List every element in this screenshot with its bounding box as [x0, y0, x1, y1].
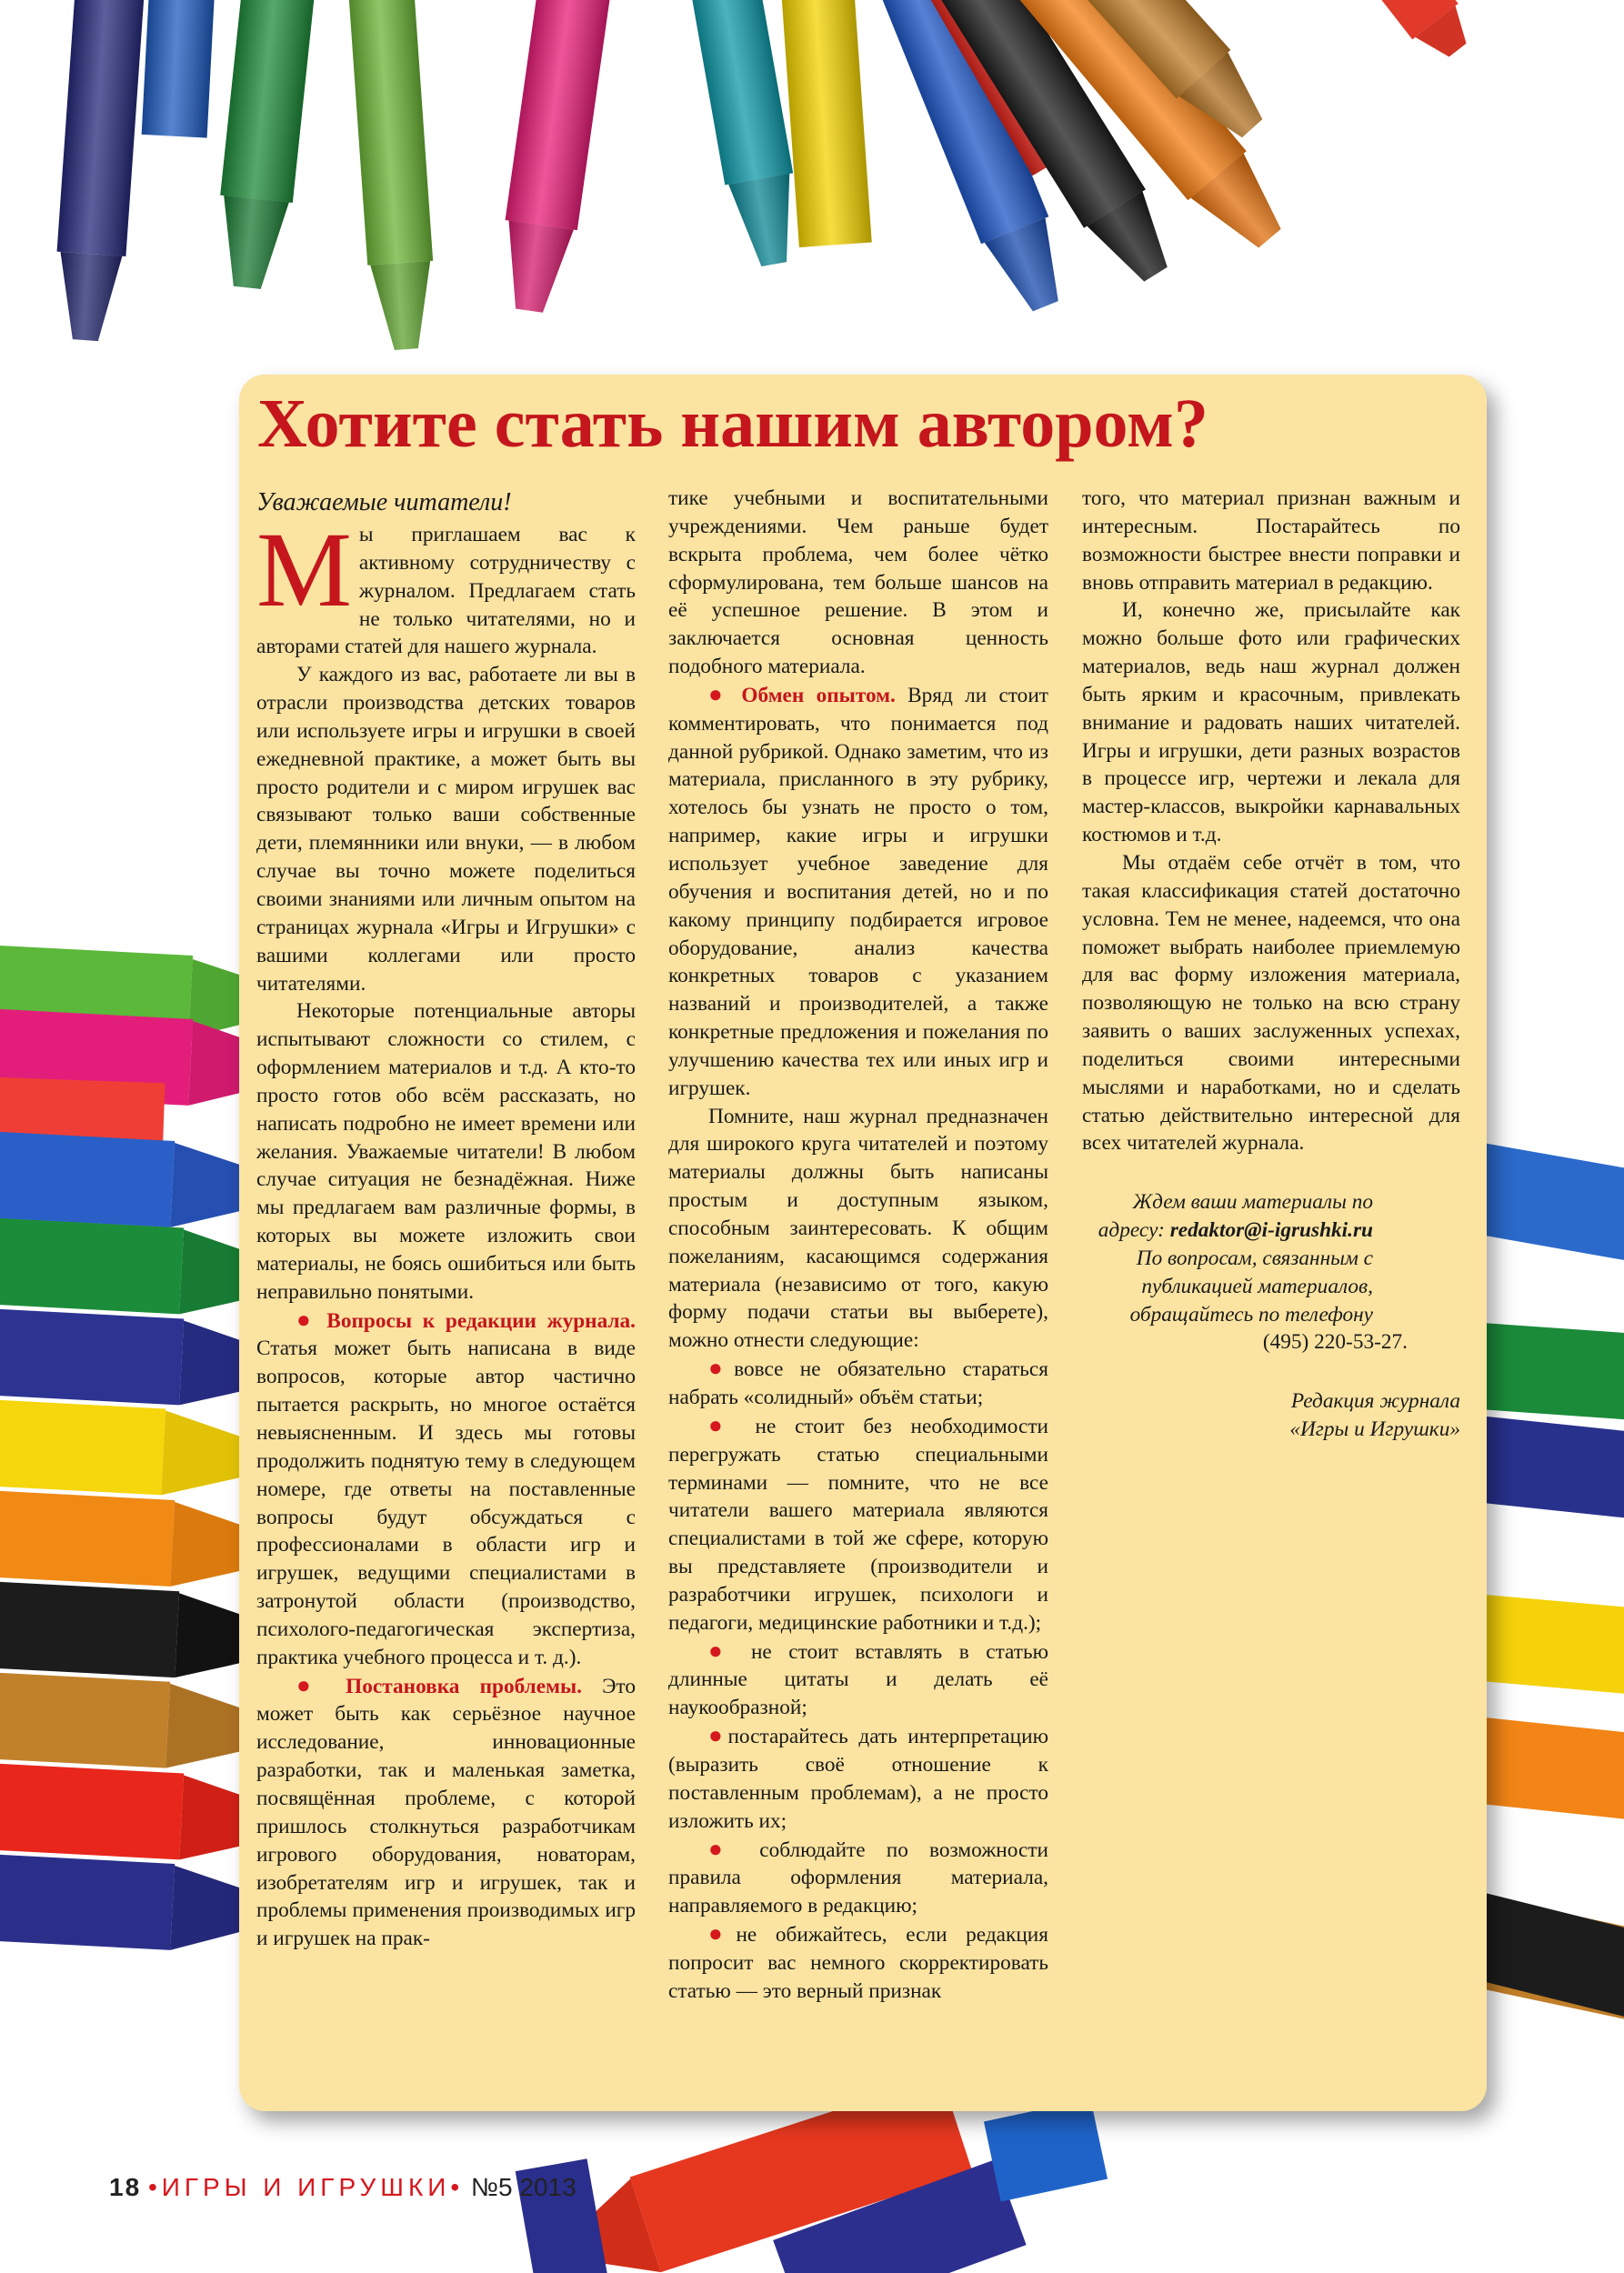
crayon-yellow — [779, 0, 871, 247]
bullet-dot-icon: ● — [296, 1671, 326, 1698]
bullet-dot-icon: ● — [708, 1411, 737, 1438]
list-item: ●вовсе не обязательно стараться набрать «солидный» объём статьи; — [668, 1355, 1048, 1409]
crayon-pink — [493, 0, 614, 315]
bullet-dot-icon: ● — [708, 1835, 739, 1862]
list-item: ●не обижайтесь, если редакция попросит вас немного скорректировать статью — это верный признак — [668, 1920, 1048, 2003]
article-title: Хотите стать нашим автором? — [257, 386, 1208, 462]
bullet-dot-icon: ● — [708, 680, 730, 707]
contact-email: redaktor@i-igrushki.ru — [1169, 1218, 1373, 1243]
paragraph: Помните, наш журнал предназначен для широкого круга читателей и поэтому материалы должны быть написаны простым и доступным языком, способным заинтересовать. К общим пожеланиям, касающимся содержания материала (независимо от того, какую форму подачи статьи вы выберете), можно отнести следующие: — [668, 1104, 1048, 1353]
section-experience: ● Обмен опытом. Вряд ли стоит комментировать, что понимается под данной рубрикой. Однако заметим, что из материала, присланного в эту рубрику, хотелось бы узнать не просто о том, например, какие игры и игрушки использует учебное заведение для обучения и воспитания детей, но и по какому принципу подбирается игровое оборудование, анализ качества конкретных товаров с указанием названий и производителей, а также конкретные предложения и пожелания по улучшению качества тех или иных игр и игрушек. — [668, 680, 1048, 1100]
section-heading: Обмен опытом. — [741, 683, 896, 707]
crayon-blue — [142, 0, 215, 138]
greeting: Уважаемые читатели! — [256, 488, 512, 516]
section-heading: Постановка проблемы. — [346, 1674, 582, 1698]
list-item: ● не стоит без необходимости перегружать статью специальными терминами — помните, что не все читатели вашего материала являются специалистами в той же сфере, которую вы представляете (производители и разработчики игрушек, психологи и педагоги, медицинские работники и т.д.); — [668, 1411, 1048, 1635]
article-column-3 — [1082, 485, 1460, 1444]
paragraph: И, конечно же, присылайте как можно больше фото или графических материалов, ведь наш журнал должен быть ярким и красочным, привлекать внимание и радовать наших читателей. Игры и игрушки, дети разных возрастов в процессе игр, чертежи и лекала для мастер-классов, выкройки карнавальных костюмов и т.д. — [1082, 598, 1460, 847]
article-column-2 — [668, 485, 1048, 2006]
contact-line: Ждем ваши материалы по — [1132, 1190, 1373, 1215]
crayon-lime — [346, 0, 438, 352]
page-number: 18 — [109, 2173, 142, 2201]
section-heading: Вопросы к редакции журнала. — [326, 1308, 636, 1333]
paragraph: Некоторые потенциальные авторы испытывают сложности со стилем, с оформлением материалов и т.д. А кто-то просто готов обо всём рассказать, но написать подробно не имеет времени или желания. Уважаемые читатели! В любом случае ситуация не безнадёжная. Ниже мы предлагаем вам различные формы, в которых вы можете изложить свои материалы, не боясь ошибиться или быть неправильно понятыми. — [256, 999, 636, 1304]
list-item: ●постарайтесь дать интерпретацию (выразить своё отношение к поставленным проблемам), а не просто изложить их; — [668, 1722, 1048, 1833]
page-footer — [109, 2169, 576, 2206]
bullet-dot-icon: ● — [708, 1920, 737, 1948]
contact-line: По вопросам, связанным с — [1136, 1246, 1373, 1270]
crayon-navy — [51, 0, 146, 343]
editorial-signature-name: «Игры и Игрушки» — [1289, 1417, 1460, 1442]
issue-number: №5 2013 — [471, 2173, 576, 2201]
crayon-green — [211, 0, 317, 291]
contact-email-line: адресу: redaktor@i-igrushki.ru — [1098, 1218, 1373, 1243]
crayon-red-corner — [1351, 0, 1481, 68]
article-column-1 — [256, 485, 636, 1953]
contact-line: обращайтесь по телефону — [1129, 1302, 1373, 1327]
section-problem: ● Постановка проблемы. Это может быть как серьёзное научное исследование, инновационные разработки, так и маленькая заметка, посвящённая проблеме, с которой пришлось столкнуться разработчикам игрового оборудования, новаторам, изобретателям игр и игрушек, так и проблемы применения производимых игр и игрушек на прак- — [256, 1671, 636, 1951]
paragraph: того, что материал признан важным и интересным. Постарайтесь по возможности быстрее внести поправки и вновь отправить материал в редакцию. — [1082, 486, 1460, 595]
bullet-dot-icon: ● — [708, 1722, 728, 1749]
magazine-name: •ИГРЫ И ИГРУШКИ• — [147, 2173, 465, 2201]
bullet-dot-icon: ● — [296, 1306, 316, 1333]
paragraph: тике учебными и воспитательными учреждениями. Чем раньше будет вскрыта проблема, чем более чётко сформулирована, тем больше шансов на её успешное решение. В этом и заключается основная ценность подобного материала. — [668, 486, 1048, 679]
list-item: ● не стоит вставлять в статью длинные цитаты и делать её наукообразной; — [668, 1637, 1048, 1720]
intro-paragraph: Мы приглашаем вас к активному сотрудничеству с журналом. Предлагаем стать не только читателями, но и авторами статей для нашего журнала. — [256, 510, 636, 659]
section-vopros: ● Вопросы к редакции журнала. Статья может быть написана в виде вопросов, которые автор частично пытается раскрыть, но многое остаётся невыясненным. И здесь мы готовы продолжить поднятую тему в следующем номере, где ответы на поставленные вопросы будут обсуждаться с профессионалами в области игр и игрушек, ведущими специалистами в затронутой области (производство, психолого-педагогическая экспертиза, практика учебного процесса и т. д.). — [256, 1306, 636, 1669]
bullet-dot-icon: ● — [708, 1355, 735, 1382]
bullet-dot-icon: ● — [708, 1637, 735, 1664]
paragraph: У каждого из вас, работаете ли вы в отрасли производства детских товаров или используете игры и игрушки в своей ежедневной практике, а может быть вы просто родители и с миром игрушек вас связывают только ваши собственные дети, племянники или внуки, — в любом случае вы точно можете поделиться своими знаниями или личным опытом на страницах журнала «Игры и Игрушки» с вашими коллегами или просто читателями. — [256, 663, 636, 996]
crayons-left-stack — [0, 945, 275, 1954]
paragraph: Мы отдаём себе отчёт в том, что такая классификация статей достаточно условна. Тем не менее, надеемся, что она поможет выбрать наиболее приемлемую для вас форму изложения материала, позволяющую не только на всю страну заявить о ваших заслуженных успехах, поделиться своими интересными мыслями и наработками, но и сделать статью действительно интересной для всех читателей журнала. — [1082, 850, 1460, 1156]
list-item: ● соблюдайте по возможности правила оформления материала, направляемого в редакцию; — [668, 1835, 1048, 1918]
contact-phone: (495) 220-53-27. — [1262, 1330, 1408, 1355]
contact-line: публикацией материалов, — [1141, 1274, 1373, 1298]
drop-cap: М — [256, 510, 352, 629]
editorial-signature: Редакция журнала — [1290, 1389, 1460, 1414]
